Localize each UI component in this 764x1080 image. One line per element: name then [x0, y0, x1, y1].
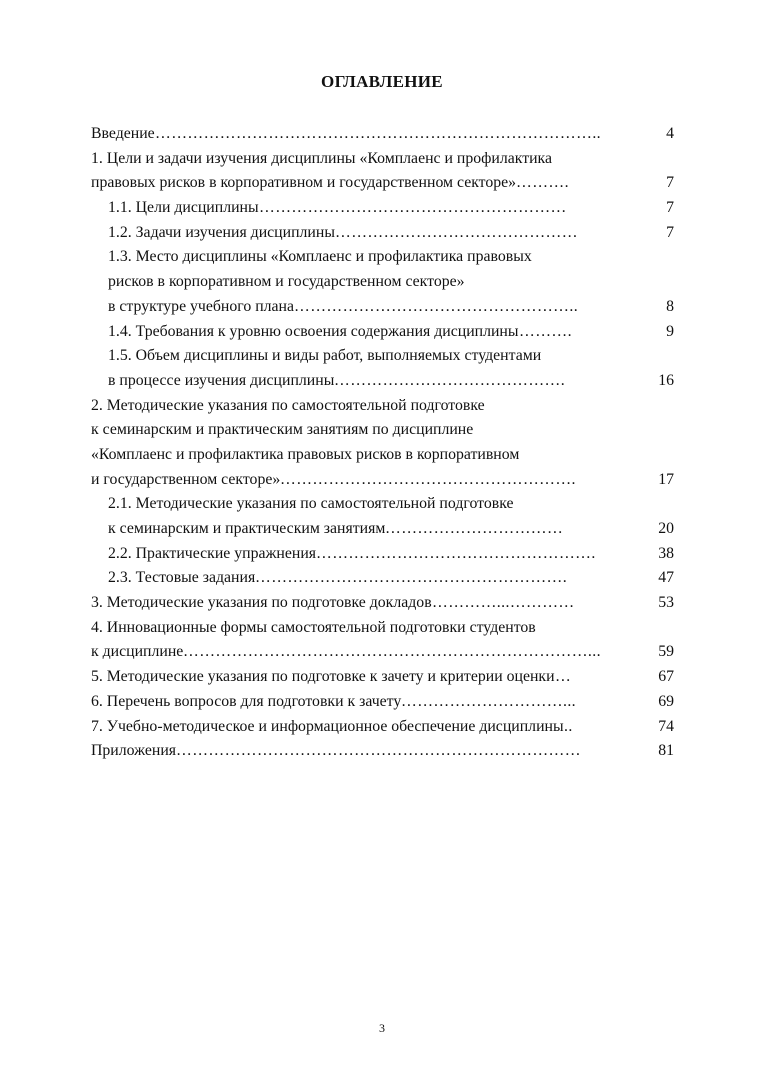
toc-entry-text: и государственном секторе» [91, 470, 281, 488]
toc-entry-text: к семинарским и практическим занятиям по дисциплине [91, 421, 474, 439]
toc-entry-2-3[interactable] [91, 566, 674, 591]
toc-entry-text: 1.4. Требования к уровню освоения содержания дисциплины [108, 322, 519, 340]
toc-leader-dots: ……………………………………………. [316, 544, 596, 562]
toc-page-number: 67 [658, 668, 674, 686]
table-of-contents [91, 122, 674, 764]
toc-page-number: 7 [666, 199, 674, 217]
toc-entry-2-1[interactable] [91, 517, 674, 542]
toc-entry-text: 6. Перечень вопросов для подготовки к зачету [91, 692, 402, 710]
toc-entry-2[interactable] [91, 468, 674, 493]
toc-entry-text: 1. Цели и задачи изучения дисциплины «Комплаенс и профилактика [91, 149, 553, 167]
toc-entry-1-line[interactable] [91, 147, 674, 172]
toc-entry-text: правовых рисков в корпоративном и государственном секторе» [91, 174, 517, 192]
toc-entry-intro[interactable] [91, 122, 674, 147]
toc-page-number: 20 [658, 520, 674, 537]
toc-entry-2-2[interactable] [91, 542, 674, 567]
toc-entry-1-1[interactable] [91, 196, 674, 221]
toc-entry-text: 2.2. Практические упражнения [108, 544, 317, 562]
toc-entry-text: в структуре учебного плана [108, 297, 295, 315]
toc-entry-7[interactable] [91, 715, 674, 740]
toc-page-number: 81 [658, 742, 674, 760]
toc-entry-text: 1.2. Задачи изучения дисциплины [108, 223, 335, 241]
toc-leader-dots: ………. [519, 322, 572, 340]
toc-entry-appendix[interactable] [91, 739, 674, 764]
toc-page-number: 59 [658, 643, 674, 661]
toc-entry-text: к семинарским и практическим занятиям [108, 520, 386, 537]
toc-entry-2-line[interactable] [91, 443, 674, 468]
toc-page-number: 38 [658, 544, 674, 562]
toc-entry-text: к дисциплине [91, 643, 184, 661]
toc-entry-text: Приложения [91, 742, 177, 760]
toc-leader-dots: .. [564, 717, 573, 735]
toc-entry-1-2[interactable] [91, 221, 674, 246]
page-title: ОГЛАВЛЕНИЕ [321, 72, 443, 91]
toc-entry-text: 7. Учебно-методическое и информационное обеспечение дисциплины [91, 717, 564, 735]
toc-page-number: 47 [658, 569, 674, 587]
toc-entry-text: в процессе изучения дисциплины [108, 371, 335, 389]
toc-leader-dots: ……………………………………………………………………….. [155, 125, 602, 142]
toc-entry-text: 1.3. Место дисциплины «Комплаенс и профилактика правовых [108, 248, 532, 266]
toc-entry-1[interactable] [91, 171, 674, 196]
toc-entry-1-5[interactable] [91, 369, 674, 394]
toc-entry-4-line[interactable] [91, 616, 674, 641]
toc-entry-2-line[interactable] [91, 394, 674, 419]
toc-entry-text: «Комплаенс и профилактика правовых рисков в корпоративном [91, 445, 520, 463]
toc-leader-dots: …………………………… [385, 520, 564, 537]
toc-leader-dots: ………………………………………………………………… [176, 742, 581, 760]
toc-entry-1-5-line[interactable] [91, 344, 674, 369]
toc-page-number: 7 [666, 174, 674, 192]
toc-page-number: 16 [658, 371, 674, 389]
toc-entry-text: 1.5. Объем дисциплины и виды работ, выполняемых студентами [108, 347, 542, 365]
toc-leader-dots: …………………………………………………. [255, 569, 568, 587]
toc-entry-text: 5. Методические указания по подготовке к зачету и критерии оценки [91, 668, 555, 686]
toc-entry-text: 1.1. Цели дисциплины [108, 199, 259, 217]
toc-leader-dots: ………. [516, 174, 569, 192]
toc-page-number: 69 [658, 692, 674, 710]
toc-entry-1-3-line[interactable] [91, 245, 674, 270]
toc-entry-6[interactable] [91, 690, 674, 715]
toc-entry-1-4[interactable] [91, 320, 674, 345]
toc-leader-dots: …………...………… [432, 594, 575, 612]
toc-entry-2-line[interactable] [91, 418, 674, 443]
toc-leader-dots: ……………………………………… [335, 223, 578, 241]
toc-page-number: 8 [666, 297, 674, 315]
toc-entry-1-3[interactable] [91, 295, 674, 320]
toc-entry-text: Введение [91, 125, 155, 142]
toc-leader-dots: …………………………………………………………………... [183, 643, 601, 661]
toc-leader-dots: ………………………………………………. [280, 470, 576, 488]
toc-entry-text: 4. Инновационные формы самостоятельной подготовки студентов [91, 618, 536, 636]
toc-leader-dots: … [555, 668, 572, 686]
toc-entry-text: 2.1. Методические указания по самостоятельной подготовке [108, 495, 514, 513]
toc-page-number: 17 [658, 470, 674, 488]
toc-entry-1-3-line[interactable] [91, 270, 674, 295]
toc-entry-text: 3. Методические указания по подготовке докладов [91, 594, 432, 612]
toc-leader-dots: …………………………... [401, 692, 577, 710]
toc-page-number: 74 [658, 717, 674, 735]
toc-entry-text: 2. Методические указания по самостоятельной подготовке [91, 396, 485, 414]
toc-entry-text: рисков в корпоративном и государственном секторе» [108, 273, 465, 291]
toc-page-number: 7 [666, 223, 674, 241]
toc-entry-5[interactable] [91, 665, 674, 690]
toc-entry-3[interactable] [91, 591, 674, 616]
toc-entry-text: 2.3. Тестовые задания [108, 569, 256, 587]
toc-leader-dots: ……………………………………. [334, 371, 566, 389]
toc-leader-dots: ………………………………………………… [259, 199, 567, 217]
toc-leader-dots: …………………………………………….. [294, 297, 579, 315]
toc-page-number: 4 [666, 125, 674, 142]
toc-entry-2-1-line[interactable] [91, 492, 674, 517]
toc-page-number: 9 [666, 322, 674, 340]
toc-page-number: 53 [658, 594, 674, 612]
page-footer-number: 3 [379, 1021, 385, 1035]
toc-entry-4[interactable] [91, 640, 674, 665]
